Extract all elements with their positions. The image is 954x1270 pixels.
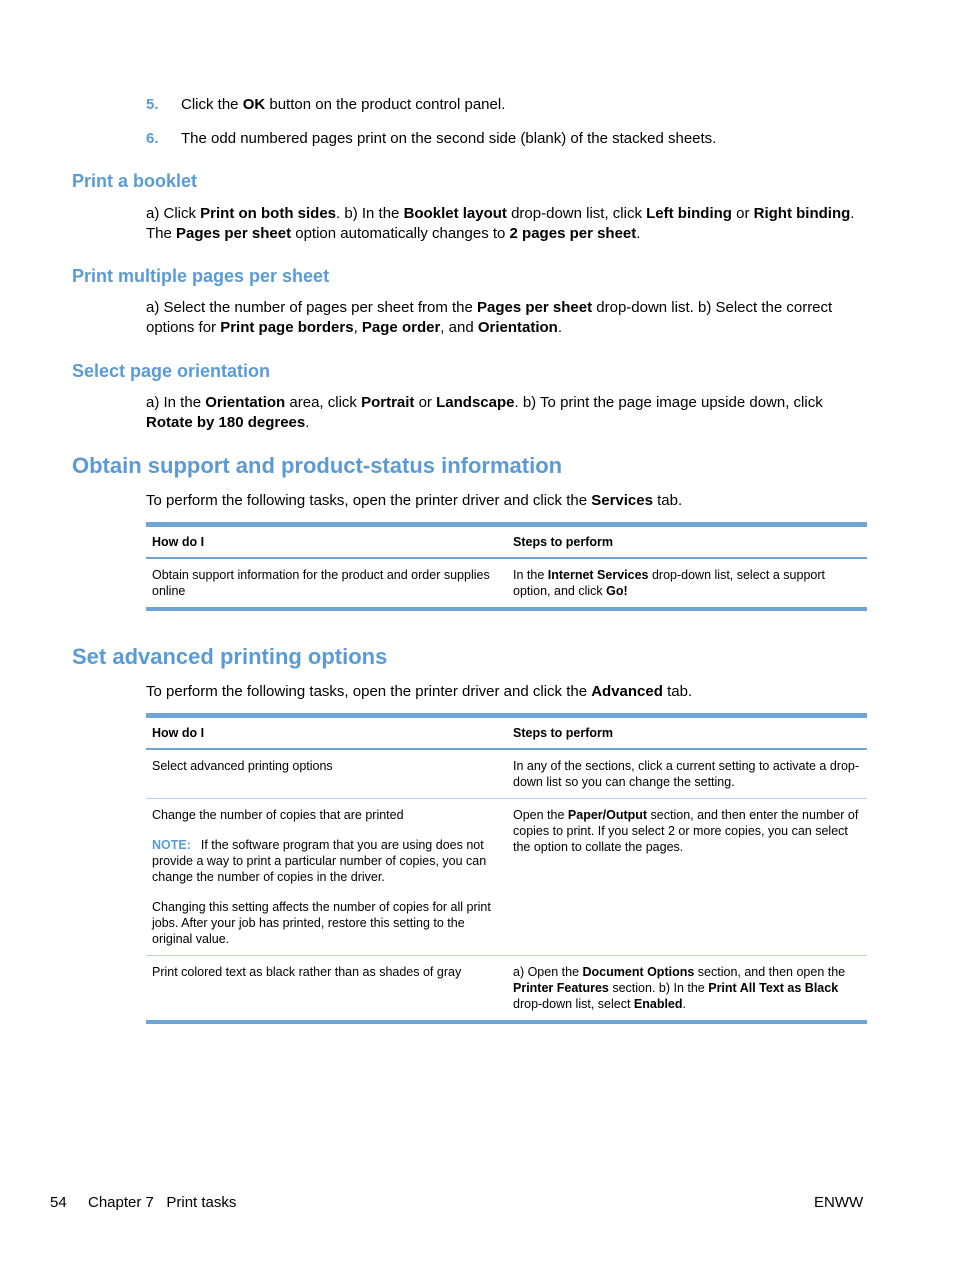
table-row	[146, 956, 867, 1023]
column-header: Steps to perform	[507, 527, 867, 558]
table-row	[146, 558, 867, 609]
table-row	[146, 749, 867, 799]
page-number: 54	[50, 1194, 67, 1211]
table-cell: Change the number of copies that are printed NOTE: If the software program that you are using does not provide a way to print a particular number of copies, you can change the number of copies in the driver. Changing this setting affects the number of copies for all print jobs. After your job has printed, restore this setting to the original value.	[146, 799, 507, 956]
table-row	[146, 799, 867, 956]
support-table	[146, 522, 867, 611]
heading-print-booklet: Print a booklet	[72, 171, 198, 191]
note: NOTE: If the software program that you are using does not provide a way to print a particular number of copies, you can change the number of copies in the driver.	[152, 838, 487, 884]
table-cell: Select advanced printing options	[146, 749, 507, 799]
booklet-paragraph: a) Click Print on both sides. b) In the Booklet layout drop-down list, click Left binding or Right binding. The Pages per sheet option automatically changes to 2 pages per sheet.	[146, 205, 855, 242]
multi-paragraph: a) Select the number of pages per sheet from the Pages per sheet drop-down list. b) Select the correct options for Print page borders, Page order, and Orientation.	[146, 299, 833, 336]
orientation-paragraph: a) In the Orientation area, click Portrait or Landscape. b) To print the page image upside down, click Rotate by 180 degrees.	[146, 394, 823, 431]
table-cell: In any of the sections, click a current setting to activate a drop-down list so you can change the setting.	[507, 749, 867, 799]
table-cell: Print colored text as black rather than as shades of gray	[146, 956, 507, 1023]
heading-print-multiple-pages: Print multiple pages per sheet	[72, 266, 330, 286]
heading-advanced-options: Set advanced printing options	[72, 644, 388, 669]
support-intro: To perform the following tasks, open the printer driver and click the Services tab.	[146, 492, 683, 509]
step-number: 6.	[146, 130, 159, 147]
column-header: Steps to perform	[507, 718, 867, 749]
table-header-row	[146, 527, 867, 558]
chapter-title: Chapter 7 Print tasks	[88, 1194, 237, 1211]
note-label: NOTE:	[152, 838, 191, 852]
column-header: How do I	[146, 527, 507, 558]
step-text: Click the OK button on the product control panel.	[181, 96, 506, 113]
column-header: How do I	[146, 718, 507, 749]
table-header-row	[146, 718, 867, 749]
table-cell: Open the Paper/Output section, and then enter the number of copies to print. If you select 2 or more copies, you can select the option to collate the pages.	[507, 799, 867, 956]
footer-right-label: ENWW	[814, 1194, 864, 1211]
step-text: The odd numbered pages print on the second side (blank) of the stacked sheets.	[181, 130, 717, 147]
table-cell: Obtain support information for the product and order supplies online	[146, 558, 507, 609]
heading-select-orientation: Select page orientation	[72, 361, 271, 381]
advanced-table	[146, 713, 867, 1024]
step-number: 5.	[146, 96, 159, 113]
advanced-intro: To perform the following tasks, open the printer driver and click the Advanced tab.	[146, 683, 693, 700]
table-cell: In the Internet Services drop-down list, select a support option, and click Go!	[507, 558, 867, 609]
heading-obtain-support: Obtain support and product-status information	[72, 453, 563, 478]
table-cell: a) Open the Document Options section, and then open the Printer Features section. b) In the Print All Text as Black drop-down list, select Enabled.	[507, 956, 867, 1023]
